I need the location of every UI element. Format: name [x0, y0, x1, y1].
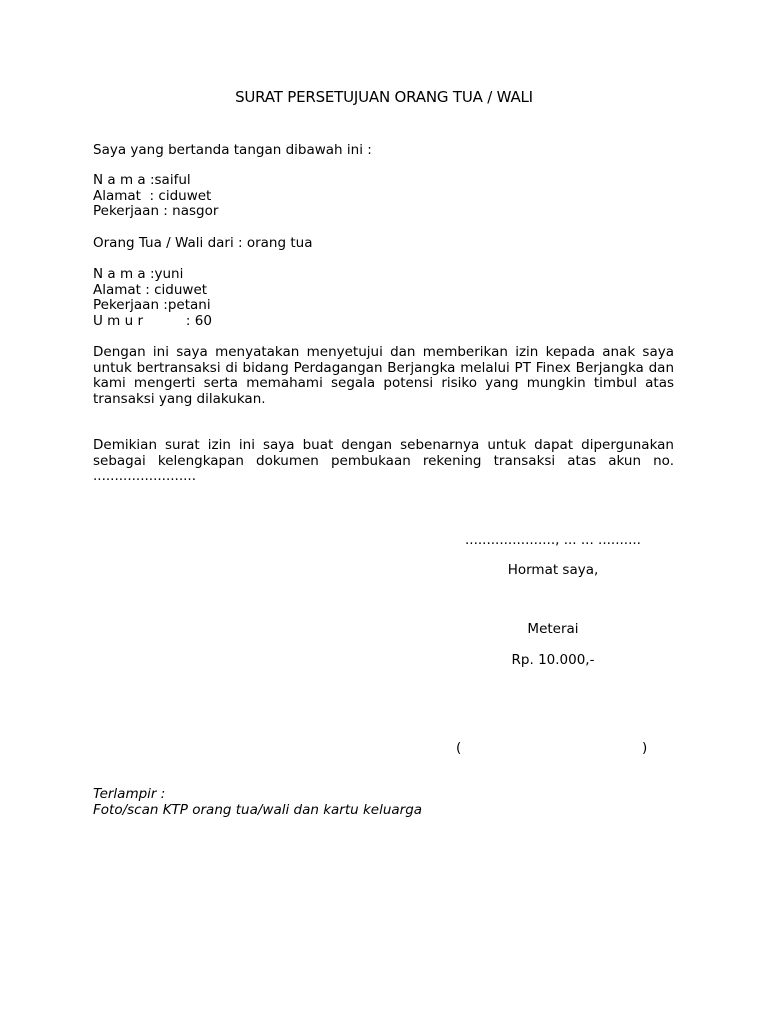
relation-line: Orang Tua / Wali dari : orang tua: [93, 235, 313, 251]
child-name: N a m a :yuni: [93, 266, 184, 282]
child-occupation: Pekerjaan :petani: [93, 297, 211, 313]
signer-name: N a m a :saiful: [93, 172, 191, 188]
signature-paren-close: ): [642, 740, 648, 756]
relation-text: [93, 236, 674, 252]
attachment-section: [93, 787, 674, 818]
child-address: Alamat : ciduwet: [93, 281, 208, 298]
stamp-value: Rp. 10.000,-: [511, 652, 595, 668]
child-age: U m u r : 60: [93, 312, 212, 329]
closing-paragraph: Demikian surat izin ini saya buat dengan sebenarnya untuk dapat dipergunakan sebagai kelengkapan dokumen pembukaan rekening transaksi atas akun no. ........................: [93, 437, 674, 484]
document-title: SURAT PERSETUJUAN ORANG TUA / WALI: [235, 88, 533, 106]
signer-address: Alamat : ciduwet: [93, 187, 212, 204]
intro-line: Saya yang bertanda tangan dibawah ini :: [93, 142, 372, 158]
signature-paren-open: (: [456, 740, 462, 756]
regards-text: Hormat saya,: [507, 562, 599, 578]
child-details: [93, 267, 674, 329]
attachment-label: Terlampir :: [93, 786, 166, 802]
signer-occupation: Pekerjaan : nasgor: [93, 203, 219, 219]
consent-paragraph: Dengan ini saya menyatakan menyetujui dan memberikan izin kepada anak saya untuk bertransaksi di bidang Perdagangan Berjangka melalui PT Finex Berjangka dan kami mengerti serta memahami segala potensi risiko yang mungkin timbul atas transaksi yang dilakukan.: [93, 344, 674, 407]
place-date: ....................., ... ... ..........: [465, 532, 641, 548]
intro-text: [93, 143, 674, 159]
signer-details: [93, 173, 674, 220]
stamp-label: Meterai: [527, 621, 579, 637]
attachment-item: Foto/scan KTP orang tua/wali dan kartu keluarga: [93, 801, 423, 818]
